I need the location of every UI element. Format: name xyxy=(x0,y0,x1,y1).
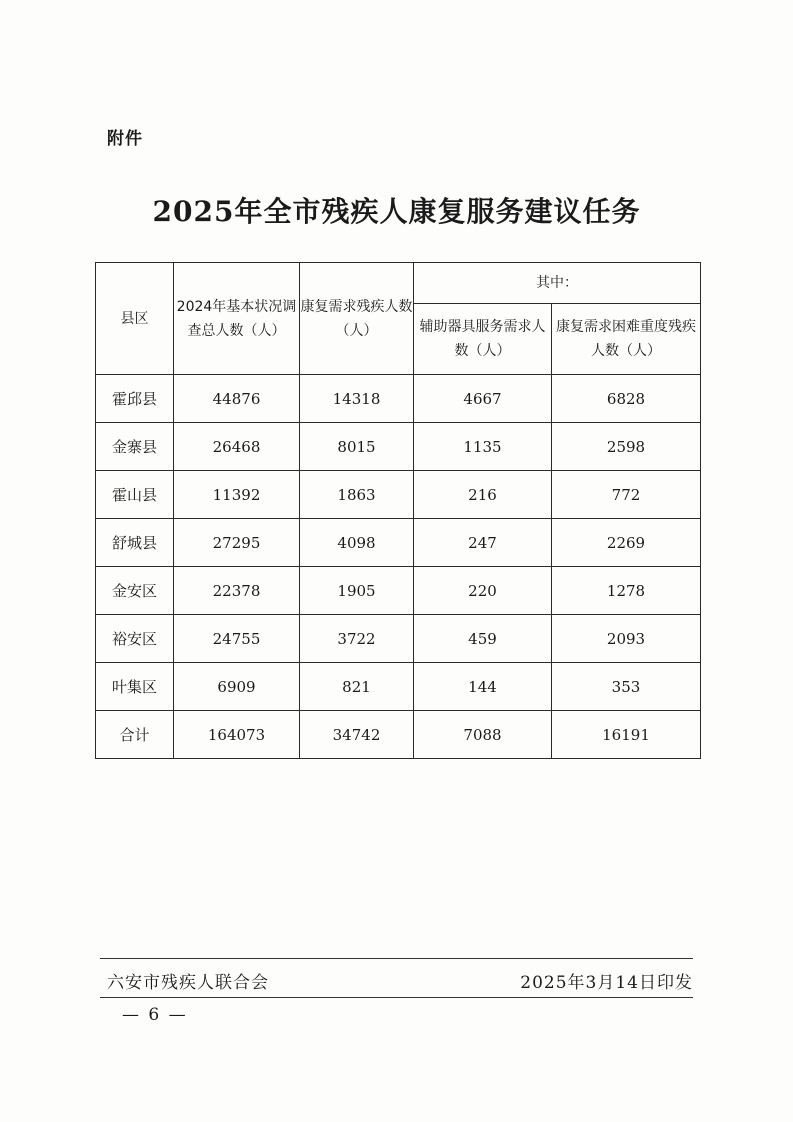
cell-assistive: 459 xyxy=(414,615,552,663)
cell-county: 金寨县 xyxy=(96,423,174,471)
cell-survey-total: 27295 xyxy=(174,519,300,567)
cell-assistive: 216 xyxy=(414,471,552,519)
cell-severe: 1278 xyxy=(552,567,701,615)
cell-assistive: 7088 xyxy=(414,711,552,759)
cell-county: 霍山县 xyxy=(96,471,174,519)
page-number: — 6 — xyxy=(122,1005,188,1025)
cell-rehab-need: 4098 xyxy=(300,519,414,567)
cell-survey-total: 164073 xyxy=(174,711,300,759)
cell-assistive: 220 xyxy=(414,567,552,615)
cell-survey-total: 24755 xyxy=(174,615,300,663)
cell-survey-total: 6909 xyxy=(174,663,300,711)
table-row xyxy=(96,663,701,711)
cell-county: 裕安区 xyxy=(96,615,174,663)
cell-county: 叶集区 xyxy=(96,663,174,711)
table-row xyxy=(96,567,701,615)
header-of-which: 其中： xyxy=(414,263,701,304)
cell-survey-total: 44876 xyxy=(174,375,300,423)
attachment-label: 附件 xyxy=(107,129,143,149)
cell-rehab-need: 34742 xyxy=(300,711,414,759)
table-row xyxy=(96,423,701,471)
footer-issuer: 六安市残疾人联合会 xyxy=(107,973,269,993)
cell-severe: 2093 xyxy=(552,615,701,663)
cell-severe: 353 xyxy=(552,663,701,711)
cell-assistive: 1135 xyxy=(414,423,552,471)
cell-county: 霍邱县 xyxy=(96,375,174,423)
cell-assistive: 4667 xyxy=(414,375,552,423)
cell-assistive: 144 xyxy=(414,663,552,711)
table-row xyxy=(96,471,701,519)
footer-date: 2025年3月14日印发 xyxy=(520,973,693,993)
cell-county: 舒城县 xyxy=(96,519,174,567)
table-row xyxy=(96,615,701,663)
cell-severe: 2598 xyxy=(552,423,701,471)
header-county: 县区 xyxy=(96,263,174,375)
table-row xyxy=(96,375,701,423)
table-row xyxy=(96,519,701,567)
cell-rehab-need: 8015 xyxy=(300,423,414,471)
cell-county: 合计 xyxy=(96,711,174,759)
rehab-task-table xyxy=(95,262,701,759)
cell-county: 金安区 xyxy=(96,567,174,615)
cell-rehab-need: 14318 xyxy=(300,375,414,423)
cell-severe: 16191 xyxy=(552,711,701,759)
header-assistive: 辅助器具服务需求人数（人） xyxy=(414,304,552,375)
cell-severe: 2269 xyxy=(552,519,701,567)
cell-severe: 6828 xyxy=(552,375,701,423)
header-severe: 康复需求困难重度残疾人数（人） xyxy=(552,304,701,375)
header-rehab-need: 康复需求残疾人数（人） xyxy=(300,263,414,375)
cell-rehab-need: 3722 xyxy=(300,615,414,663)
cell-rehab-need: 1863 xyxy=(300,471,414,519)
cell-rehab-need: 821 xyxy=(300,663,414,711)
cell-assistive: 247 xyxy=(414,519,552,567)
cell-severe: 772 xyxy=(552,471,701,519)
document-title: 2025年全市残疾人康复服务建议任务 xyxy=(152,195,641,228)
cell-rehab-need: 1905 xyxy=(300,567,414,615)
table-row-total xyxy=(96,711,701,759)
footer-bottom-rule xyxy=(100,997,693,998)
cell-survey-total: 11392 xyxy=(174,471,300,519)
footer-top-rule xyxy=(100,958,693,959)
cell-survey-total: 22378 xyxy=(174,567,300,615)
cell-survey-total: 26468 xyxy=(174,423,300,471)
header-survey-total: 2024年基本状况调查总人数（人） xyxy=(174,263,300,375)
